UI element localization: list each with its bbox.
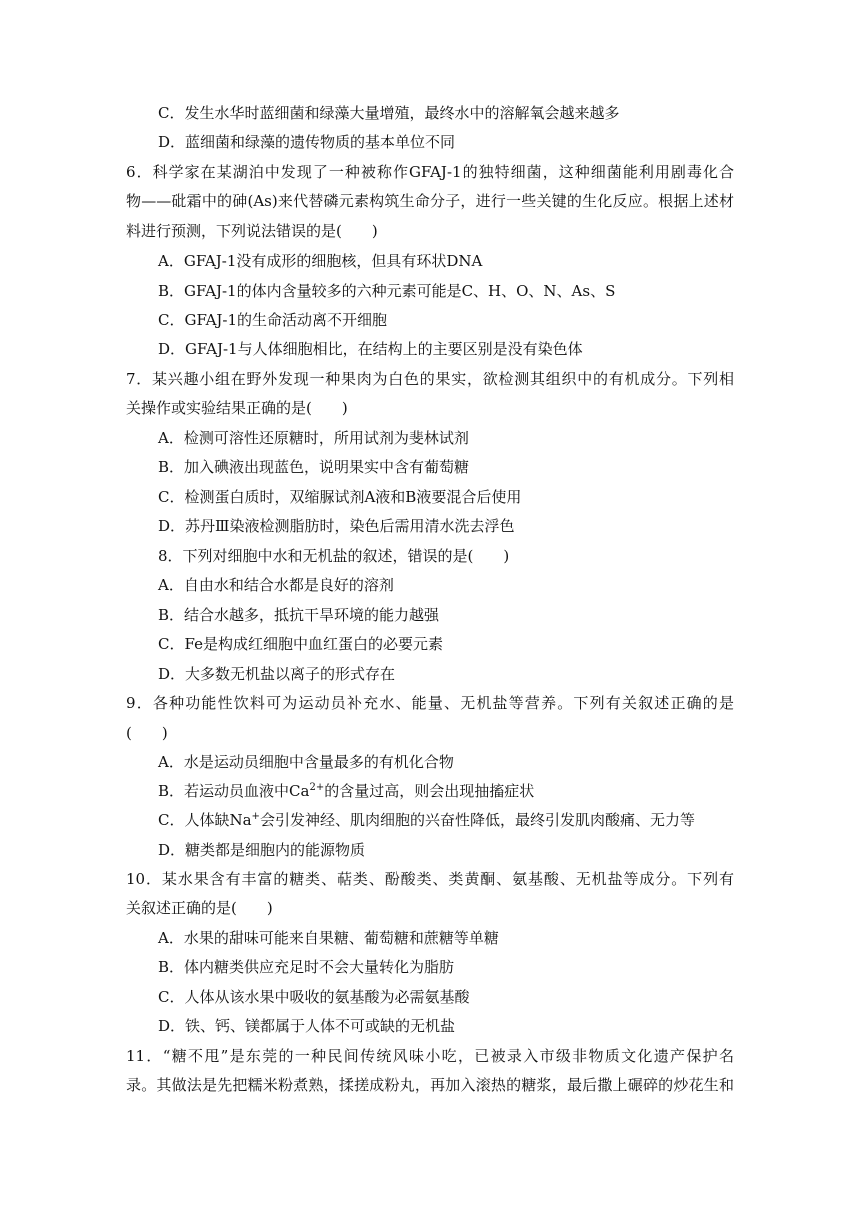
- q7-option-d: D．苏丹Ⅲ染液检测脂肪时，染色后需用清水洗去浮色: [158, 517, 515, 535]
- q9-stem-line-1: 9．各种功能性饮料可为运动员补充水、能量、无机盐等营养。下列有关叙述正确的是: [126, 694, 734, 712]
- q11-stem-line-2: 录。其做法是先把糯米粉煮熟，揉搓成粉丸，再加入滚热的糖浆，最后撒上碾碎的炒花生和: [126, 1076, 734, 1094]
- q6-stem-line-3: 料进行预测，下列说法错误的是( ): [126, 222, 378, 240]
- q9-option-b-text-1: B．若运动员血液中Ca: [158, 782, 310, 800]
- q10-stem-line-1: 10．某水果含有丰富的糖类、萜类、酚酸类、类黄酮、氨基酸、无机盐等成分。下列有: [126, 870, 734, 888]
- q6-option-a: A．GFAJ-1没有成形的细胞核，但具有环状DNA: [158, 252, 483, 270]
- q11-stem-line-1: 11．“糖不甩”是东莞的一种民间传统风味小吃，已被录入市级非物质文化遗产保护名: [126, 1047, 734, 1065]
- q8-option-b: B．结合水越多，抵抗干旱环境的能力越强: [158, 606, 440, 624]
- q6-option-d: D．GFAJ-1与人体细胞相比，在结构上的主要区别是没有染色体: [158, 340, 583, 358]
- q8-option-d: D．大多数无机盐以离子的形式存在: [158, 665, 396, 683]
- q5-option-d: D．蓝细菌和绿藻的遗传物质的基本单位不同: [158, 133, 456, 151]
- q9-option-d: D．糖类都是细胞内的能源物质: [158, 841, 366, 859]
- q8-option-c: C．Fe是构成红细胞中血红蛋白的必要元素: [158, 635, 443, 653]
- q6-option-c: C．GFAJ-1的生命活动离不开细胞: [158, 311, 388, 329]
- q8-stem: 8．下列对细胞中水和无机盐的叙述，错误的是( ): [158, 547, 510, 565]
- q7-stem-line-1: 7．某兴趣小组在野外发现一种果肉为白色的果实，欲检测其组织中的有机成分。下列相: [126, 370, 734, 388]
- q7-option-c: C．检测蛋白质时，双缩脲试剂A液和B液要混合后使用: [158, 488, 522, 506]
- q6-option-b: B．GFAJ-1的体内含量较多的六种元素可能是C、H、O、N、As、S: [158, 282, 616, 300]
- calcium-charge: 2+: [309, 782, 325, 793]
- q6-stem-line-1: 6．科学家在某湖泊中发现了一种被称作GFAJ-1的独特细菌，这种细菌能利用剧毒化合: [126, 163, 734, 181]
- q8-option-a: A．自由水和结合水都是良好的溶剂: [158, 576, 394, 594]
- q9-option-c-text-2: 会引发神经、肌肉细胞的兴奋性降低，最终引发肌肉酸痛、无力等: [259, 811, 695, 829]
- q10-stem-line-2: 关叙述正确的是( ): [126, 899, 273, 917]
- q9-option-c-text-1: C．人体缺Na: [158, 811, 252, 829]
- q10-option-a: A．水果的甜味可能来自果糖、葡萄糖和蔗糖等单糖: [158, 929, 499, 947]
- q9-option-b: [158, 781, 534, 801]
- q10-option-d: D．铁、钙、镁都属于人体不可或缺的无机盐: [158, 1017, 456, 1035]
- q6-stem-line-2: 物——砒霜中的砷(As)来代替磷元素构筑生命分子，进行一些关键的生化反应。根据上述材: [126, 192, 734, 210]
- q9-option-a: A．水是运动员细胞中含量最多的有机化合物: [158, 753, 454, 771]
- q10-option-c: C．人体从该水果中吸收的氨基酸为必需氨基酸: [158, 988, 470, 1006]
- q10-option-b: B．体内糖类供应充足时不会大量转化为脂肪: [158, 958, 455, 976]
- q7-option-a: A．检测可溶性还原糖时，所用试剂为斐林试剂: [158, 429, 469, 447]
- q7-option-b: B．加入碘液出现蓝色，说明果实中含有葡萄糖: [158, 458, 470, 476]
- sodium-charge: +: [251, 811, 260, 822]
- q9-option-c: [158, 810, 695, 830]
- q7-stem-line-2: 关操作或实验结果正确的是( ): [126, 399, 348, 417]
- q5-option-c: C．发生水华时蓝细菌和绿藻大量增殖，最终水中的溶解氧会越来越多: [158, 104, 620, 122]
- q9-stem-line-2: ( ): [126, 724, 168, 742]
- q9-option-b-text-2: 的含量过高，则会出现抽搐症状: [324, 782, 535, 800]
